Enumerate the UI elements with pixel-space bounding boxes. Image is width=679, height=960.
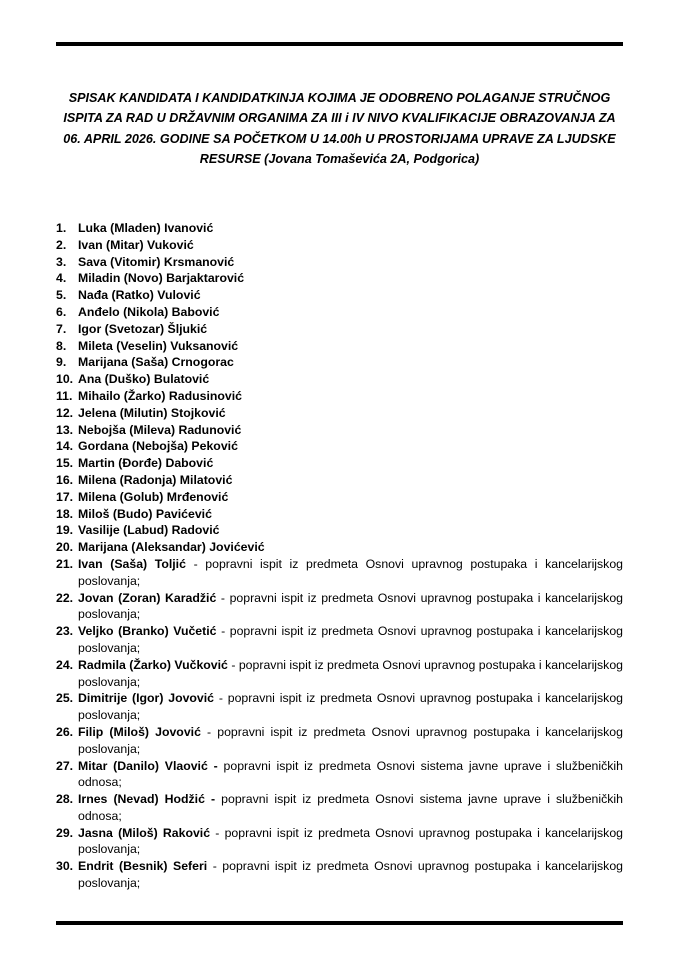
candidate-item bbox=[56, 791, 623, 825]
candidate-name: Anđelo (Nikola) Babović bbox=[78, 304, 220, 319]
candidate-number: 28. bbox=[56, 792, 74, 807]
candidate-entry bbox=[78, 690, 623, 724]
candidate-entry bbox=[78, 556, 623, 590]
candidate-name: Veljko (Branko) Vučetić bbox=[78, 624, 217, 639]
candidate-entry bbox=[78, 438, 623, 455]
candidate-number: 12. bbox=[56, 405, 74, 420]
candidate-number: 30. bbox=[56, 859, 74, 874]
candidate-number: 19. bbox=[56, 523, 74, 538]
candidate-entry bbox=[78, 304, 623, 321]
candidate-name: Marijana (Saša) Crnogorac bbox=[78, 355, 234, 370]
candidate-number: 13. bbox=[56, 422, 74, 437]
candidate-name: Luka (Mladen) Ivanović bbox=[78, 221, 214, 235]
candidate-item bbox=[56, 758, 623, 792]
candidate-item bbox=[56, 539, 623, 556]
candidate-name: Milena (Golub) Mrđenović bbox=[78, 489, 229, 504]
candidate-note: popravni ispit iz predmeta Osnovi sistema javne uprave i službeničkih odnosa; bbox=[78, 758, 623, 790]
candidate-item bbox=[56, 472, 623, 489]
document-title: SPISAK KANDIDATA I KANDIDATKINJA KOJIMA JE ODOBRENO POLAGANJE STRUČNOG ISPITA ZA RAD U DRŽAVNIM ORGANIMA ZA III i IV NIVO KVALIFIKACIJE OBRAZOVANJA ZA 06. APRIL 2026. GODINE SA POČETKOM U 14.00h U PROSTORIJAMA UPRAVE ZA LJUDSKE RESURSE (Jovana Tomaševića 2A, Podgorica) bbox=[63, 91, 616, 166]
candidate-entry bbox=[78, 321, 623, 338]
candidate-name: Miladin (Novo) Barjaktarović bbox=[78, 271, 245, 286]
candidate-number: 5. bbox=[56, 288, 67, 303]
candidate-number: 9. bbox=[56, 355, 67, 370]
candidate-item bbox=[56, 690, 623, 724]
candidate-name: Ana (Duško) Bulatović bbox=[78, 372, 210, 387]
candidate-name: Mileta (Veselin) Vuksanović bbox=[78, 338, 239, 353]
candidate-name: Jelena (Milutin) Stojković bbox=[78, 405, 226, 420]
candidate-entry bbox=[78, 489, 623, 506]
candidate-item bbox=[56, 506, 623, 523]
candidate-number: 8. bbox=[56, 338, 67, 353]
candidate-item bbox=[56, 287, 623, 304]
candidate-entry bbox=[78, 590, 623, 624]
candidate-item bbox=[56, 724, 623, 758]
candidate-number: 1. bbox=[56, 221, 67, 235]
candidate-entry bbox=[78, 287, 623, 304]
candidate-entry bbox=[78, 758, 623, 792]
candidate-number: 16. bbox=[56, 472, 74, 487]
candidate-number: 25. bbox=[56, 691, 74, 706]
candidate-name: Sava (Vitomir) Krsmanović bbox=[78, 254, 235, 269]
candidate-entry bbox=[78, 724, 623, 758]
candidate-name: Jovan (Zoran) Karadžić bbox=[78, 590, 217, 605]
candidate-entry bbox=[78, 388, 623, 405]
candidate-item bbox=[56, 825, 623, 859]
candidate-entry bbox=[78, 254, 623, 271]
candidate-entry bbox=[78, 371, 623, 388]
candidate-entry bbox=[78, 422, 623, 439]
candidate-entry bbox=[78, 354, 623, 371]
candidate-note: - popravni ispit iz predmeta Osnovi upravnog postupaka i kancelarijskog poslovanja; bbox=[78, 657, 624, 689]
candidate-name: Martin (Đorđe) Dabović bbox=[78, 456, 214, 471]
candidate-item bbox=[56, 556, 623, 590]
bottom-rule bbox=[56, 921, 623, 925]
candidate-number: 23. bbox=[56, 624, 74, 639]
candidate-number: 14. bbox=[56, 439, 74, 454]
candidate-number: 24. bbox=[56, 657, 74, 672]
candidate-name: Filip (Miloš) Jovović bbox=[78, 724, 201, 739]
candidate-item bbox=[56, 405, 623, 422]
candidate-item bbox=[56, 254, 623, 271]
candidate-name: Nebojša (Mileva) Radunović bbox=[78, 422, 242, 437]
candidate-number: 22. bbox=[56, 590, 74, 605]
candidate-note: - popravni ispit iz predmeta Osnovi upravnog postupaka i kancelarijskog poslovanja; bbox=[78, 724, 623, 756]
candidate-entry bbox=[78, 858, 623, 892]
candidate-number: 26. bbox=[56, 724, 74, 739]
candidate-number: 18. bbox=[56, 506, 74, 521]
candidate-number: 10. bbox=[56, 372, 74, 387]
candidate-entry bbox=[78, 405, 623, 422]
candidate-number: 20. bbox=[56, 540, 74, 555]
candidate-item bbox=[56, 388, 623, 405]
candidate-name: Irnes (Nevad) Hodžić - bbox=[78, 792, 216, 807]
candidate-entry bbox=[78, 472, 623, 489]
candidate-entry bbox=[78, 455, 623, 472]
candidate-number: 11. bbox=[56, 388, 73, 403]
candidate-name: Ivan (Saša) Toljić bbox=[78, 556, 186, 571]
candidate-item bbox=[56, 489, 623, 506]
candidate-item bbox=[56, 371, 623, 388]
candidate-item bbox=[56, 270, 623, 287]
candidate-entry bbox=[78, 237, 623, 254]
candidate-item bbox=[56, 321, 623, 338]
candidate-item bbox=[56, 338, 623, 355]
candidate-name: Mitar (Danilo) Vlaović - bbox=[78, 758, 218, 773]
candidate-item bbox=[56, 590, 623, 624]
candidate-entry bbox=[78, 220, 623, 237]
candidate-item bbox=[56, 623, 623, 657]
candidate-number: 7. bbox=[56, 321, 67, 336]
candidate-list bbox=[56, 220, 623, 892]
candidate-note: - popravni ispit iz predmeta Osnovi upravnog postupaka i kancelarijskog poslovanja; bbox=[78, 691, 623, 723]
candidate-name: Marijana (Aleksandar) Jovićević bbox=[78, 540, 265, 555]
candidate-name: Mihailo (Žarko) Radusinović bbox=[78, 388, 242, 403]
candidate-item bbox=[56, 438, 623, 455]
candidate-item bbox=[56, 858, 623, 892]
candidate-item bbox=[56, 304, 623, 321]
candidate-name: Ivan (Mitar) Vuković bbox=[78, 237, 194, 252]
candidate-name: Miloš (Budo) Pavićević bbox=[78, 506, 212, 521]
candidate-item bbox=[56, 657, 623, 691]
candidate-number: 21. bbox=[56, 556, 74, 571]
candidate-number: 3. bbox=[56, 254, 67, 269]
candidate-name: Nađa (Ratko) Vulović bbox=[78, 288, 201, 303]
candidate-name: Endrit (Besnik) Seferi bbox=[78, 859, 208, 874]
candidate-name: Igor (Svetozar) Šljukić bbox=[78, 321, 208, 336]
candidate-item bbox=[56, 354, 623, 371]
candidate-number: 27. bbox=[56, 758, 74, 773]
candidate-name: Gordana (Nebojša) Peković bbox=[78, 439, 238, 454]
candidate-note: - popravni ispit iz predmeta Osnovi upravnog postupaka i kancelarijskog poslovanja; bbox=[78, 825, 624, 857]
candidate-entry bbox=[78, 506, 623, 523]
candidate-entry bbox=[78, 338, 623, 355]
candidate-note: - popravni ispit iz predmeta Osnovi upravnog postupaka i kancelarijskog poslovanja; bbox=[78, 556, 624, 588]
candidate-item bbox=[56, 522, 623, 539]
candidate-number: 2. bbox=[56, 237, 67, 252]
candidate-number: 6. bbox=[56, 304, 67, 319]
candidate-item bbox=[56, 220, 623, 237]
candidate-entry bbox=[78, 539, 623, 556]
candidate-name: Dimitrije (Igor) Jovović bbox=[78, 691, 215, 706]
candidate-note: - popravni ispit iz predmeta Osnovi upravnog postupaka i kancelarijskog poslovanja; bbox=[78, 624, 623, 655]
candidate-item bbox=[56, 237, 623, 254]
candidate-item bbox=[56, 455, 623, 472]
candidate-entry bbox=[78, 657, 623, 691]
candidate-name: Jasna (Miloš) Raković bbox=[78, 825, 211, 840]
candidate-entry bbox=[78, 791, 623, 825]
candidate-name: Vasilije (Labud) Radović bbox=[78, 523, 220, 538]
candidate-number: 29. bbox=[56, 825, 74, 840]
candidate-item bbox=[56, 422, 623, 439]
candidate-note: - popravni ispit iz predmeta Osnovi upravnog postupaka i kancelarijskog poslovanja; bbox=[78, 859, 624, 891]
candidate-name: Milena (Radonja) Milatović bbox=[78, 472, 233, 487]
candidate-name: Radmila (Žarko) Vučković bbox=[78, 657, 228, 672]
candidate-note: popravni ispit iz predmeta Osnovi sistema javne uprave i službeničkih odnosa; bbox=[78, 792, 623, 823]
top-rule bbox=[56, 42, 623, 46]
candidate-entry bbox=[78, 522, 623, 539]
candidate-entry bbox=[78, 623, 623, 657]
candidate-note: - popravni ispit iz predmeta Osnovi upravnog postupaka i kancelarijskog poslovanja; bbox=[78, 590, 624, 622]
candidate-number: 15. bbox=[56, 456, 74, 471]
candidate-number: 4. bbox=[56, 271, 67, 286]
candidate-entry bbox=[78, 825, 623, 859]
candidate-entry bbox=[78, 270, 623, 287]
candidate-number: 17. bbox=[56, 489, 74, 504]
